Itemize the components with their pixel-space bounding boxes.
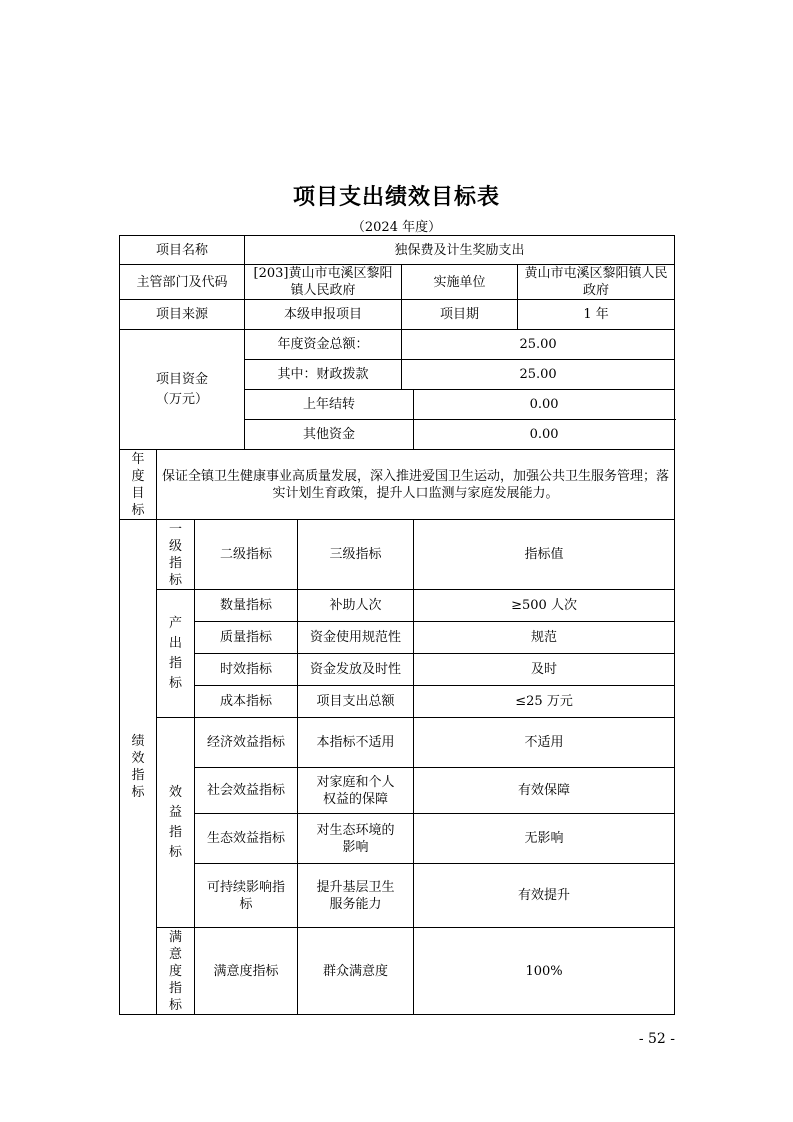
level3-cell: 本指标不适用 — [298, 718, 414, 768]
group-satisfaction-label: 满意度指标 — [157, 928, 195, 1015]
level2-cell: 可持续影响指标 — [195, 864, 298, 928]
level2-cell: 数量指标 — [195, 590, 298, 622]
fund-row-label: 上年结转 — [245, 390, 414, 420]
annual-goal-text: 保证全镇卫生健康事业高质量发展，深入推进爱国卫生运动，加强公共卫生服务管理；落实计划生育政策，提升人口监测与家庭发展能力。 — [157, 450, 675, 520]
table-row — [120, 768, 675, 814]
level3-cell: 资金使用规范性 — [298, 622, 414, 654]
value-cell: 及时 — [414, 654, 675, 686]
source-value: 本级申报项目 — [245, 300, 402, 330]
fund-label — [120, 330, 245, 450]
department-value: [203]黄山市屯溪区黎阳镇人民政府 — [245, 265, 402, 300]
row-indicator-header — [120, 520, 675, 590]
header-value: 指标值 — [414, 520, 675, 590]
table-row — [120, 864, 675, 928]
project-name-value: 独保费及计生奖励支出 — [245, 236, 675, 265]
row-department — [120, 265, 675, 300]
table-row — [120, 928, 675, 1015]
performance-label: 绩效指标 — [120, 520, 157, 1015]
value-cell: 无影响 — [414, 814, 675, 864]
level2-cell: 满意度指标 — [195, 928, 298, 1015]
level2-cell: 质量指标 — [195, 622, 298, 654]
value-cell: 规范 — [414, 622, 675, 654]
value-cell: 有效提升 — [414, 864, 675, 928]
performance-target-table — [119, 235, 675, 1015]
level3-cell: 对家庭和个人权益的保障 — [298, 768, 414, 814]
value-cell: 有效保障 — [414, 768, 675, 814]
source-label: 项目来源 — [120, 300, 245, 330]
page-number: - 52 - — [638, 1031, 675, 1047]
header-level2: 二级指标 — [195, 520, 298, 590]
fund-row-value: 25.00 — [402, 330, 675, 360]
table-row — [120, 622, 675, 654]
table-row — [120, 590, 675, 622]
period-value: 1 年 — [518, 300, 675, 330]
annual-goal-label: 年度目标 — [120, 450, 157, 520]
fund-row-value: 0.00 — [414, 390, 675, 420]
period-label: 项目期 — [402, 300, 518, 330]
fund-row-label: 其中：财政拨款 — [245, 360, 402, 390]
row-fund-total — [120, 330, 675, 360]
fund-row-value: 0.00 — [414, 420, 675, 450]
header-level1: 一级指标 — [157, 520, 195, 590]
project-name-label: 项目名称 — [120, 236, 245, 265]
value-cell: 100% — [414, 928, 675, 1015]
level2-cell: 社会效益指标 — [195, 768, 298, 814]
level3-cell: 群众满意度 — [298, 928, 414, 1015]
year-subtitle: （2024 年度） — [351, 220, 442, 235]
fund-row-label: 年度资金总额： — [245, 330, 402, 360]
value-cell: 不适用 — [414, 718, 675, 768]
page-title: 项目支出绩效目标表 — [292, 185, 500, 210]
fund-row-label: 其他资金 — [245, 420, 414, 450]
row-source — [120, 300, 675, 330]
implementing-unit-label: 实施单位 — [402, 265, 518, 300]
level3-cell: 对生态环境的影响 — [298, 814, 414, 864]
table-row — [120, 814, 675, 864]
level3-cell: 提升基层卫生服务能力 — [298, 864, 414, 928]
level3-cell: 补助人次 — [298, 590, 414, 622]
row-annual-goal — [120, 450, 675, 520]
level3-cell: 项目支出总额 — [298, 686, 414, 718]
header-level3: 三级指标 — [298, 520, 414, 590]
table-row — [120, 718, 675, 768]
table-row — [120, 654, 675, 686]
fund-row-value: 25.00 — [402, 360, 675, 390]
level2-cell: 成本指标 — [195, 686, 298, 718]
row-project-name — [120, 236, 675, 265]
fund-label-text: 项目资金（万元） — [156, 371, 209, 407]
group-benefit-label: 效益指标 — [157, 718, 195, 928]
level2-cell: 生态效益指标 — [195, 814, 298, 864]
group-output-label: 产出指标 — [157, 590, 195, 718]
level2-cell: 时效指标 — [195, 654, 298, 686]
level2-cell: 经济效益指标 — [195, 718, 298, 768]
value-cell: ≥500 人次 — [414, 590, 675, 622]
department-label: 主管部门及代码 — [120, 265, 245, 300]
level3-cell: 资金发放及时性 — [298, 654, 414, 686]
table-row — [120, 686, 675, 718]
implementing-unit-value: 黄山市屯溪区黎阳镇人民政府 — [518, 265, 675, 300]
value-cell: ≤25 万元 — [414, 686, 675, 718]
